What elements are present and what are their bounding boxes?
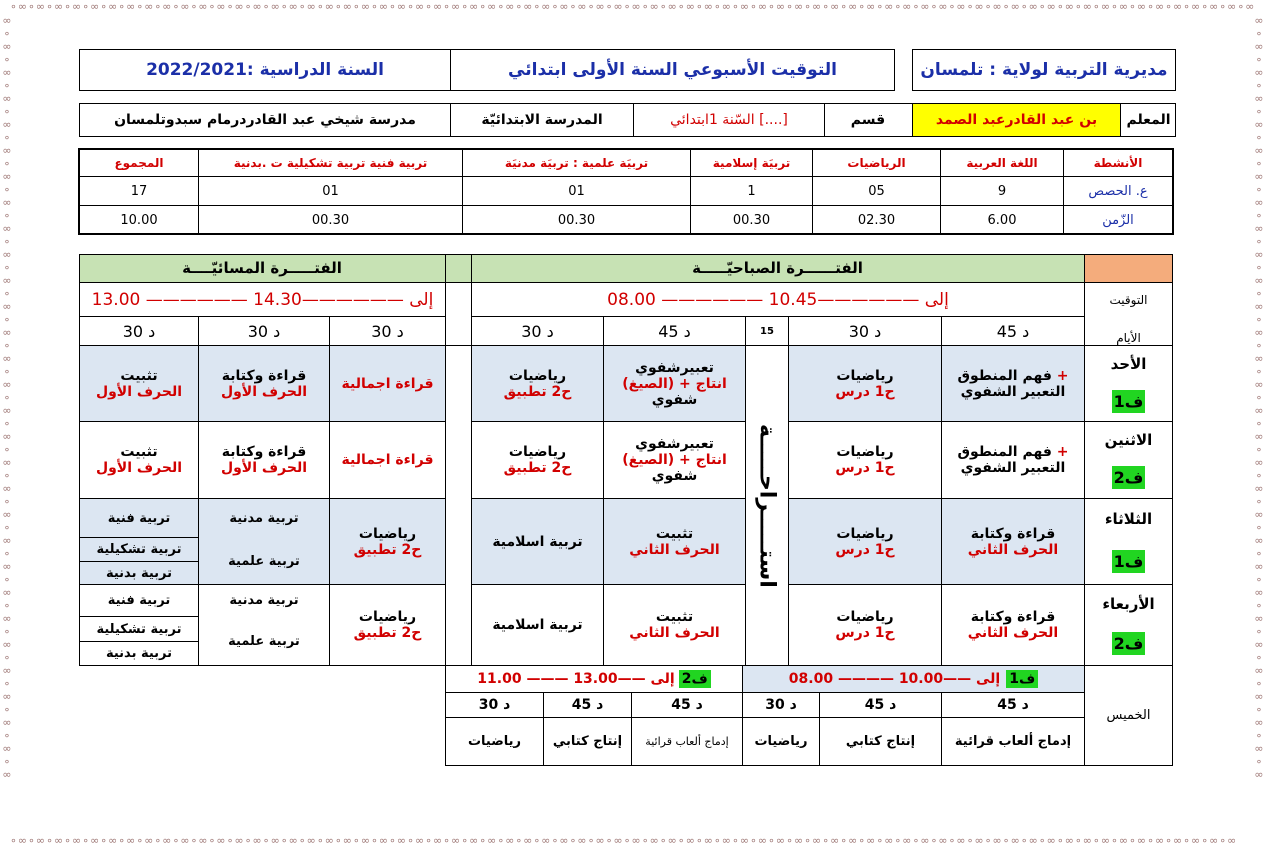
summary-cell: 05 — [868, 183, 885, 199]
lesson-cell: تربية تشكيلية — [96, 621, 182, 637]
lesson-cell: رياضيات — [754, 734, 808, 749]
morning-period-title: الفتــــــرة الصباحيّـــــة — [471, 254, 1084, 282]
duration: 45 د — [864, 697, 897, 713]
lesson-cell: تربية مدنية — [229, 593, 299, 608]
lesson-cell: إنتاج كتابي — [845, 734, 916, 749]
summary-cell: 01 — [322, 183, 339, 199]
duration: 30 د — [122, 321, 156, 341]
days-label: الأيام — [1116, 331, 1141, 345]
school-type: المدرسة الابتدائيّة — [450, 104, 633, 136]
evening-time: 13.00 —————— إلى ——————14.30 — [91, 289, 434, 310]
summary-header-activities: الأنشطة — [1093, 155, 1143, 170]
day-name: الاثنين — [1104, 430, 1153, 449]
border-top-ornament: ∘∞∘∞∘∞∘∞∘∞∘∞∘∞∘∞∘∞∘∞∘∞∘∞∘∞∘∞∘∞∘∞∘∞∘∞∘∞∘∞∘∞∘∞∘∞∘∞∘∞∘∞∘∞∘∞∘∞∘∞∘∞∘∞∘∞∘∞∘∞∘∞∘∞∘∞∘∞∘∞∘∞∘∞∘∞∘∞∘∞∘∞∘∞∘∞∘∞∘∞∘∞∘∞∘∞∘∞∘∞∘∞∘∞∘∞∘∞∘∞∘∞∘∞∘∞∘∞∘∞∘∞∘∞∘∞∘∞ — [10, 0, 1256, 13]
summary-header-islamic: تربيَة إسلامية — [712, 155, 791, 170]
break-label: استـــــراحـــــة — [754, 423, 780, 588]
lesson-cell — [80, 422, 198, 498]
school-name: مدرسة شيخي عبد القادردرمام سبدوتلمسان — [114, 112, 416, 128]
lesson-detail: ح2 تطبيق — [353, 541, 422, 558]
lesson-detail: ح2 تطبيق — [503, 460, 572, 476]
day-sunday — [1085, 346, 1172, 421]
duration: 30 د — [478, 697, 511, 713]
lesson-cell: إدماج ألعاب قرائية — [954, 734, 1072, 749]
gap-column — [445, 345, 471, 665]
page-title: التوقيت الأسبوعي السنة الأولى ابتدائي — [450, 49, 895, 91]
lesson-detail: ح1 درس — [835, 460, 895, 476]
lesson-line: فهم المنطوق — [957, 367, 1052, 384]
lesson-detail: الحرف الثاني — [967, 541, 1059, 558]
lesson-cell: تربية علمية — [228, 553, 300, 569]
duration: 45 د — [997, 697, 1029, 713]
lesson-cell: إنتاج كتابي — [552, 734, 623, 749]
lesson-detail: الحرف الأول — [95, 383, 183, 400]
day-wednesday — [1085, 585, 1172, 665]
lesson-line: تثبيت — [120, 444, 158, 460]
lesson-line: قراءة وكتابة — [970, 525, 1056, 542]
lesson-detail: الحرف الثاني — [967, 625, 1059, 641]
summary-cell: 02.30 — [857, 212, 896, 228]
lesson-cell — [604, 346, 745, 421]
lesson-cell: تربية مدنية — [229, 510, 299, 526]
summary-header-arts: تربية فنية تربية تشكيلية ت .بدنية — [233, 155, 428, 170]
duration: 30 د — [247, 321, 281, 341]
lesson-detail: ح2 تطبيق — [503, 383, 572, 400]
lesson-cell — [789, 585, 941, 665]
lesson-detail: ح1 درس — [835, 625, 895, 641]
lesson-detail: الحرف الثاني — [629, 541, 720, 558]
lesson-cell — [789, 499, 941, 584]
summary-cell: 6.00 — [987, 212, 1017, 228]
day-name: الأحد — [1110, 354, 1147, 373]
summary-row-time-label: الزّمن — [1102, 212, 1134, 228]
summary-cell: 00.30 — [557, 212, 596, 228]
summary-cell: 00.30 — [311, 212, 350, 228]
lesson-line: رياضيات — [358, 609, 417, 625]
lesson-cell — [199, 346, 329, 421]
directorate-title: مديرية التربية لولاية : تلمسان — [912, 49, 1176, 91]
lesson-detail: الحرف الأول — [220, 460, 308, 476]
morning-time: 08.00 —————— إلى ——————10.45 — [607, 289, 949, 310]
lesson-line: رياضيات — [508, 367, 567, 384]
duration: 30 د — [765, 697, 797, 713]
evening-period-title: الفتـــــرة المسائيّــــة — [79, 254, 445, 282]
school-year: السنة الدراسية :2022/2021 — [79, 49, 451, 91]
border-left-ornament: ∞ ∘ ∞ ∘ ∞ ∘ ∞ ∘ ∞ ∘ ∞ ∘ ∞ ∘ ∞ ∘ ∞ ∘ ∞ ∘ ∞ ∘ ∞ ∘ ∞ ∘ ∞ ∘ ∞ ∘ ∞ ∘ ∞ ∘ ∞ ∘ ∞ ∘ ∞ ∘ ∞ ∘ ∞ ∘ ∞ ∘ ∞ ∘ ∞ ∘ ∞ ∘ ∞ ∘ ∞ ∘ ∞ ∘ ∞ — [2, 14, 12, 781]
lesson-detail: ح1 درس — [835, 383, 895, 400]
timing-label: التوقيت — [1109, 292, 1148, 307]
thursday-g2-time-row — [446, 666, 742, 692]
lesson-line: قراءة وكتابة — [221, 444, 307, 460]
corner-cell — [1084, 254, 1172, 282]
lesson-line: تثبيت — [655, 609, 694, 625]
lesson-cell — [199, 422, 329, 498]
duration-break: 15 — [760, 325, 774, 337]
lesson-detail: الحرف الأول — [95, 460, 183, 476]
grade-label: السّنة 1ابتدائي [....] — [633, 104, 825, 136]
thursday-g1-time: 08.00 ———— إلى ——10.00 — [788, 671, 1001, 687]
lesson-cell: تربية فنية — [107, 510, 171, 526]
teacher-name: بن عبد القادرعبد الصمد — [912, 104, 1121, 136]
lesson-line: شفوي — [651, 391, 698, 408]
duration: 45 د — [996, 321, 1030, 341]
section-label: قسم — [850, 112, 886, 128]
lesson-cell — [80, 346, 198, 421]
thursday-g2-time: 11.00 ——— إلى ——13.00 — [477, 671, 675, 687]
thursday-g1-time-row — [743, 666, 1084, 692]
lesson-detail: (الصيغ) + انتاج — [622, 375, 727, 392]
summary-row-sessions-label: ع. الحصص — [1088, 183, 1148, 199]
summary-cell: 9 — [997, 183, 1007, 199]
summary-cell: 17 — [130, 183, 148, 199]
summary-cell: 10.00 — [120, 212, 158, 228]
lesson-line: رياضيات — [836, 525, 894, 542]
summary-cell: 00.30 — [732, 212, 771, 228]
lesson-cell: تربية علمية — [228, 633, 300, 649]
lesson-cell: إدماج ألعاب قرائية — [645, 735, 729, 748]
duration: 45 د — [671, 697, 703, 713]
duration: 30 د — [848, 321, 882, 341]
group-tag: ف2 — [1113, 634, 1144, 654]
summary-header-math: الرياضيات — [847, 155, 906, 170]
lesson-line: قراءة وكتابة — [221, 367, 307, 384]
summary-header-science-civic: تربيَة علمية : تربيَة مدنيَة — [504, 155, 649, 170]
lesson-cell — [472, 346, 603, 421]
lesson-line: فهم المنطوق — [957, 444, 1052, 460]
lesson-cell — [942, 585, 1084, 665]
lesson-cell: تربية اسلامية — [492, 617, 583, 633]
lesson-line: التعبير الشفوي — [960, 460, 1066, 476]
summary-header-arabic: اللغة العربية — [966, 155, 1038, 170]
lesson-line: رياضيات — [836, 609, 894, 625]
duration: 30 د — [371, 321, 404, 341]
plus-sign: + — [1056, 367, 1069, 384]
lesson-cell: تربية فنية — [107, 593, 171, 608]
group-tag: ف1 — [1113, 391, 1144, 411]
lesson-detail: ح2 تطبيق — [353, 625, 422, 641]
group-tag: ف2 — [679, 670, 711, 688]
lesson-cell — [604, 585, 745, 665]
lesson-cell — [942, 422, 1084, 498]
lesson-cell — [942, 499, 1084, 584]
lesson-detail: الحرف الأول — [220, 383, 308, 400]
lesson-cell — [789, 346, 941, 421]
lesson-line: قراءة وكتابة — [970, 609, 1056, 625]
lesson-line: التعبير الشفوي — [960, 383, 1066, 400]
lesson-line: تثبيت — [120, 367, 158, 384]
lesson-cell — [604, 422, 745, 498]
lesson-cell: قراءة اجمالية — [341, 452, 434, 468]
day-name: الأربعاء — [1102, 594, 1155, 613]
lesson-cell — [604, 499, 745, 584]
lesson-cell — [330, 499, 445, 584]
lesson-line: رياضيات — [508, 444, 567, 460]
lesson-line: شفوي — [651, 468, 698, 484]
day-tuesday — [1085, 499, 1172, 584]
duration: 45 د — [571, 697, 604, 713]
border-right-ornament: ∞ ∘ ∞ ∘ ∞ ∘ ∞ ∘ ∞ ∘ ∞ ∘ ∞ ∘ ∞ ∘ ∞ ∘ ∞ ∘ ∞ ∘ ∞ ∘ ∞ ∘ ∞ ∘ ∞ ∘ ∞ ∘ ∞ ∘ ∞ ∘ ∞ ∘ ∞ ∘ ∞ ∘ ∞ ∘ ∞ ∘ ∞ ∘ ∞ ∘ ∞ ∘ ∞ ∘ ∞ ∘ ∞ ∘ ∞ — [1254, 14, 1264, 781]
duration: 30 د — [521, 321, 554, 341]
day-monday — [1085, 422, 1172, 498]
teacher-label: المعلم — [1126, 112, 1171, 128]
plus-sign: + — [1056, 444, 1069, 460]
summary-header-total: المجموع — [114, 155, 164, 170]
lesson-line: تثبيت — [655, 525, 694, 542]
lesson-detail: الحرف الثاني — [629, 625, 720, 641]
lesson-line: رياضيات — [836, 444, 894, 460]
day-name: الثلاثاء — [1104, 510, 1153, 528]
lesson-cell: تربية اسلامية — [492, 533, 583, 550]
gap-header — [445, 254, 471, 282]
lesson-line: تعبيرشفوي — [635, 436, 714, 452]
summary-cell: 1 — [747, 183, 756, 199]
group-tag: ف1 — [1006, 670, 1038, 688]
lesson-cell: تربية تشكيلية — [96, 542, 182, 557]
lesson-detail: (الصيغ) + انتاج — [622, 452, 727, 468]
lesson-cell: تربية بدنية — [105, 646, 173, 661]
lesson-cell — [472, 422, 603, 498]
group-tag: ف2 — [1113, 468, 1144, 488]
lesson-cell: رياضيات — [467, 734, 522, 749]
lesson-line: رياضيات — [836, 367, 894, 384]
lesson-cell — [789, 422, 941, 498]
day-thursday: الخميس — [1106, 708, 1151, 723]
lesson-cell — [942, 346, 1084, 421]
duration: 45 د — [658, 321, 691, 341]
lesson-cell — [330, 585, 445, 665]
lesson-cell: قراءة اجمالية — [341, 375, 434, 392]
lesson-line: تعبيرشفوي — [635, 359, 714, 376]
group-tag: ف1 — [1113, 552, 1144, 571]
lesson-cell: تربية بدنية — [105, 565, 173, 581]
lesson-detail: ح1 درس — [835, 541, 895, 558]
border-bottom-ornament: ∘∞∘∞∘∞∘∞∘∞∘∞∘∞∘∞∘∞∘∞∘∞∘∞∘∞∘∞∘∞∘∞∘∞∘∞∘∞∘∞∘∞∘∞∘∞∘∞∘∞∘∞∘∞∘∞∘∞∘∞∘∞∘∞∘∞∘∞∘∞∘∞∘∞∘∞∘∞∘∞∘∞∘∞∘∞∘∞∘∞∘∞∘∞∘∞∘∞∘∞∘∞∘∞∘∞∘∞∘∞∘∞∘∞∘∞∘∞∘∞∘∞∘∞∘∞∘∞∘∞∘∞∘∞∘∞ — [10, 834, 1238, 847]
summary-cell: 01 — [568, 183, 585, 199]
lesson-line: رياضيات — [358, 525, 417, 542]
